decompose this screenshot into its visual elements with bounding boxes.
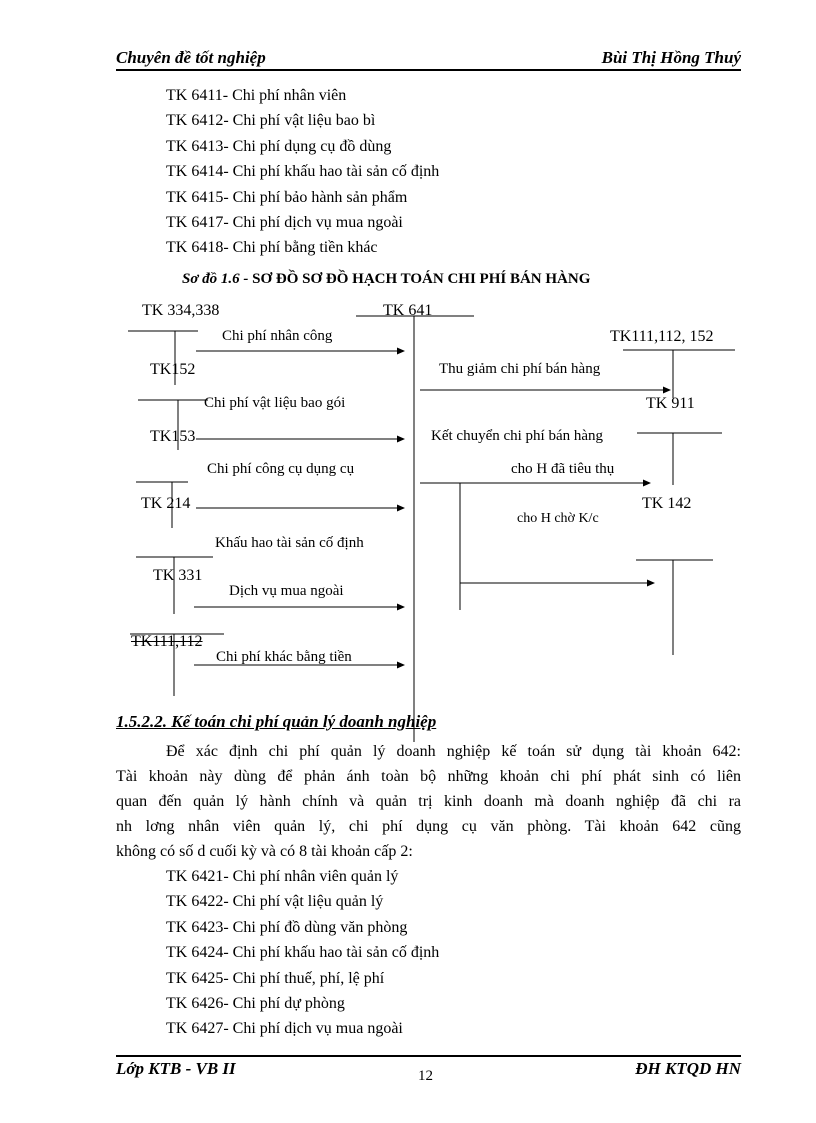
- caption-title: SƠ ĐỒ SƠ ĐỒ HẠCH TOÁN CHI PHÍ BÁN HÀNG: [252, 271, 591, 287]
- label-cho-h-tieu-thu: cho H đã tiêu thụ: [511, 461, 615, 477]
- list-item: TK 6418- Chi phí bằng tiền khác: [166, 239, 378, 257]
- list-item: TK 6426- Chi phí dự phòng: [166, 994, 345, 1012]
- list-item: TK 6425- Chi phí thuế, phí, lệ phí: [166, 969, 385, 987]
- header-right: Bùi Thị Hồng Thuý: [601, 48, 741, 67]
- list-item: TK 6411- Chi phí nhân viên: [166, 87, 347, 104]
- list-item: TK 6415- Chi phí bảo hành sản phẩm: [166, 188, 408, 206]
- label-vat-lieu: Chi phí vật liệu bao gói: [204, 395, 346, 411]
- footer-left: Lớp KTB - VB II: [116, 1059, 236, 1078]
- paragraph-line: Để xác định chi phí quản lý doanh nghiệp kế toán sử dụng tài khoản 642:: [166, 743, 741, 760]
- paragraph-line: không có số d cuối kỳ và có 8 tài khoản cấp 2:: [116, 843, 413, 860]
- list-item: TK 6424- Chi phí khấu hao tài sản cố định: [166, 944, 440, 962]
- page-number: 12: [418, 1068, 433, 1084]
- account-tk334: TK 334,338: [142, 302, 220, 319]
- account-tk152: TK152: [150, 361, 196, 378]
- label-cong-cu: Chi phí công cụ dụng cụ: [207, 461, 355, 477]
- label-ket-chuyen: Kết chuyển chi phí bán hàng: [431, 428, 604, 444]
- account-tk111-top: TK111,112, 152: [610, 328, 714, 345]
- account-list-642: [166, 864, 439, 1042]
- list-item: TK 6421- Chi phí nhân viên quản lý: [166, 868, 399, 885]
- label-cho-h-cho: cho H chờ K/c: [517, 511, 599, 526]
- label-thu-giam: Thu giảm chi phí bán hàng: [439, 361, 601, 377]
- footer-rule: [116, 1055, 741, 1057]
- account-tk641: TK 641: [383, 302, 433, 319]
- paragraph-line: quan đến quản lý hành chính và quản trị kinh doanh mà doanh nghiệp đã chi ra: [116, 793, 741, 810]
- list-item: TK 6422- Chi phí vật liệu quản lý: [166, 893, 384, 911]
- header-left: Chuyên đề tốt nghiệp: [116, 48, 266, 67]
- list-item: TK 6417- Chi phí dịch vụ mua ngoài: [166, 213, 403, 231]
- list-item: TK 6414- Chi phí khấu hao tài sản cố định: [166, 163, 440, 181]
- caption-prefix: Sơ đồ 1.6 -: [182, 271, 249, 287]
- account-tk142: TK 142: [642, 495, 692, 512]
- list-item: TK 6423- Chi phí đồ dùng văn phòng: [166, 918, 408, 936]
- account-tk911: TK 911: [646, 395, 695, 412]
- label-dich-vu: Dịch vụ mua ngoài: [229, 583, 344, 599]
- account-tk331: TK 331: [153, 567, 203, 584]
- account-tk153: TK153: [150, 428, 196, 445]
- account-tk111-bottom: TK111,112: [131, 633, 203, 650]
- list-item: TK 6427- Chi phí dịch vụ mua ngoài: [166, 1020, 403, 1038]
- section-paragraph: [116, 739, 741, 864]
- paragraph-line: Tài khoản này dùng để phản ánh toàn bộ những khoản chi phí phát sinh có liên: [116, 768, 741, 785]
- label-khau-hao: Khấu hao tài sản cố định: [215, 535, 364, 551]
- list-item: TK 6413- Chi phí dụng cụ đồ dùng: [166, 137, 392, 155]
- account-tk214: TK 214: [141, 495, 191, 512]
- list-item: TK 6412- Chi phí vật liệu bao bì: [166, 112, 376, 130]
- section-heading: 1.5.2.2. Kế toán chi phí quản lý doanh nghiệp: [116, 712, 437, 731]
- paragraph-line: nh lơng nhân viên quản lý, chi phí dụng cụ văn phòng. Tài khoản 642 cũng: [116, 818, 741, 835]
- label-khac: Chi phí khác bằng tiền: [216, 649, 352, 665]
- footer-right: ĐH KTQD HN: [635, 1059, 741, 1078]
- label-nhan-cong: Chi phí nhân công: [222, 328, 333, 344]
